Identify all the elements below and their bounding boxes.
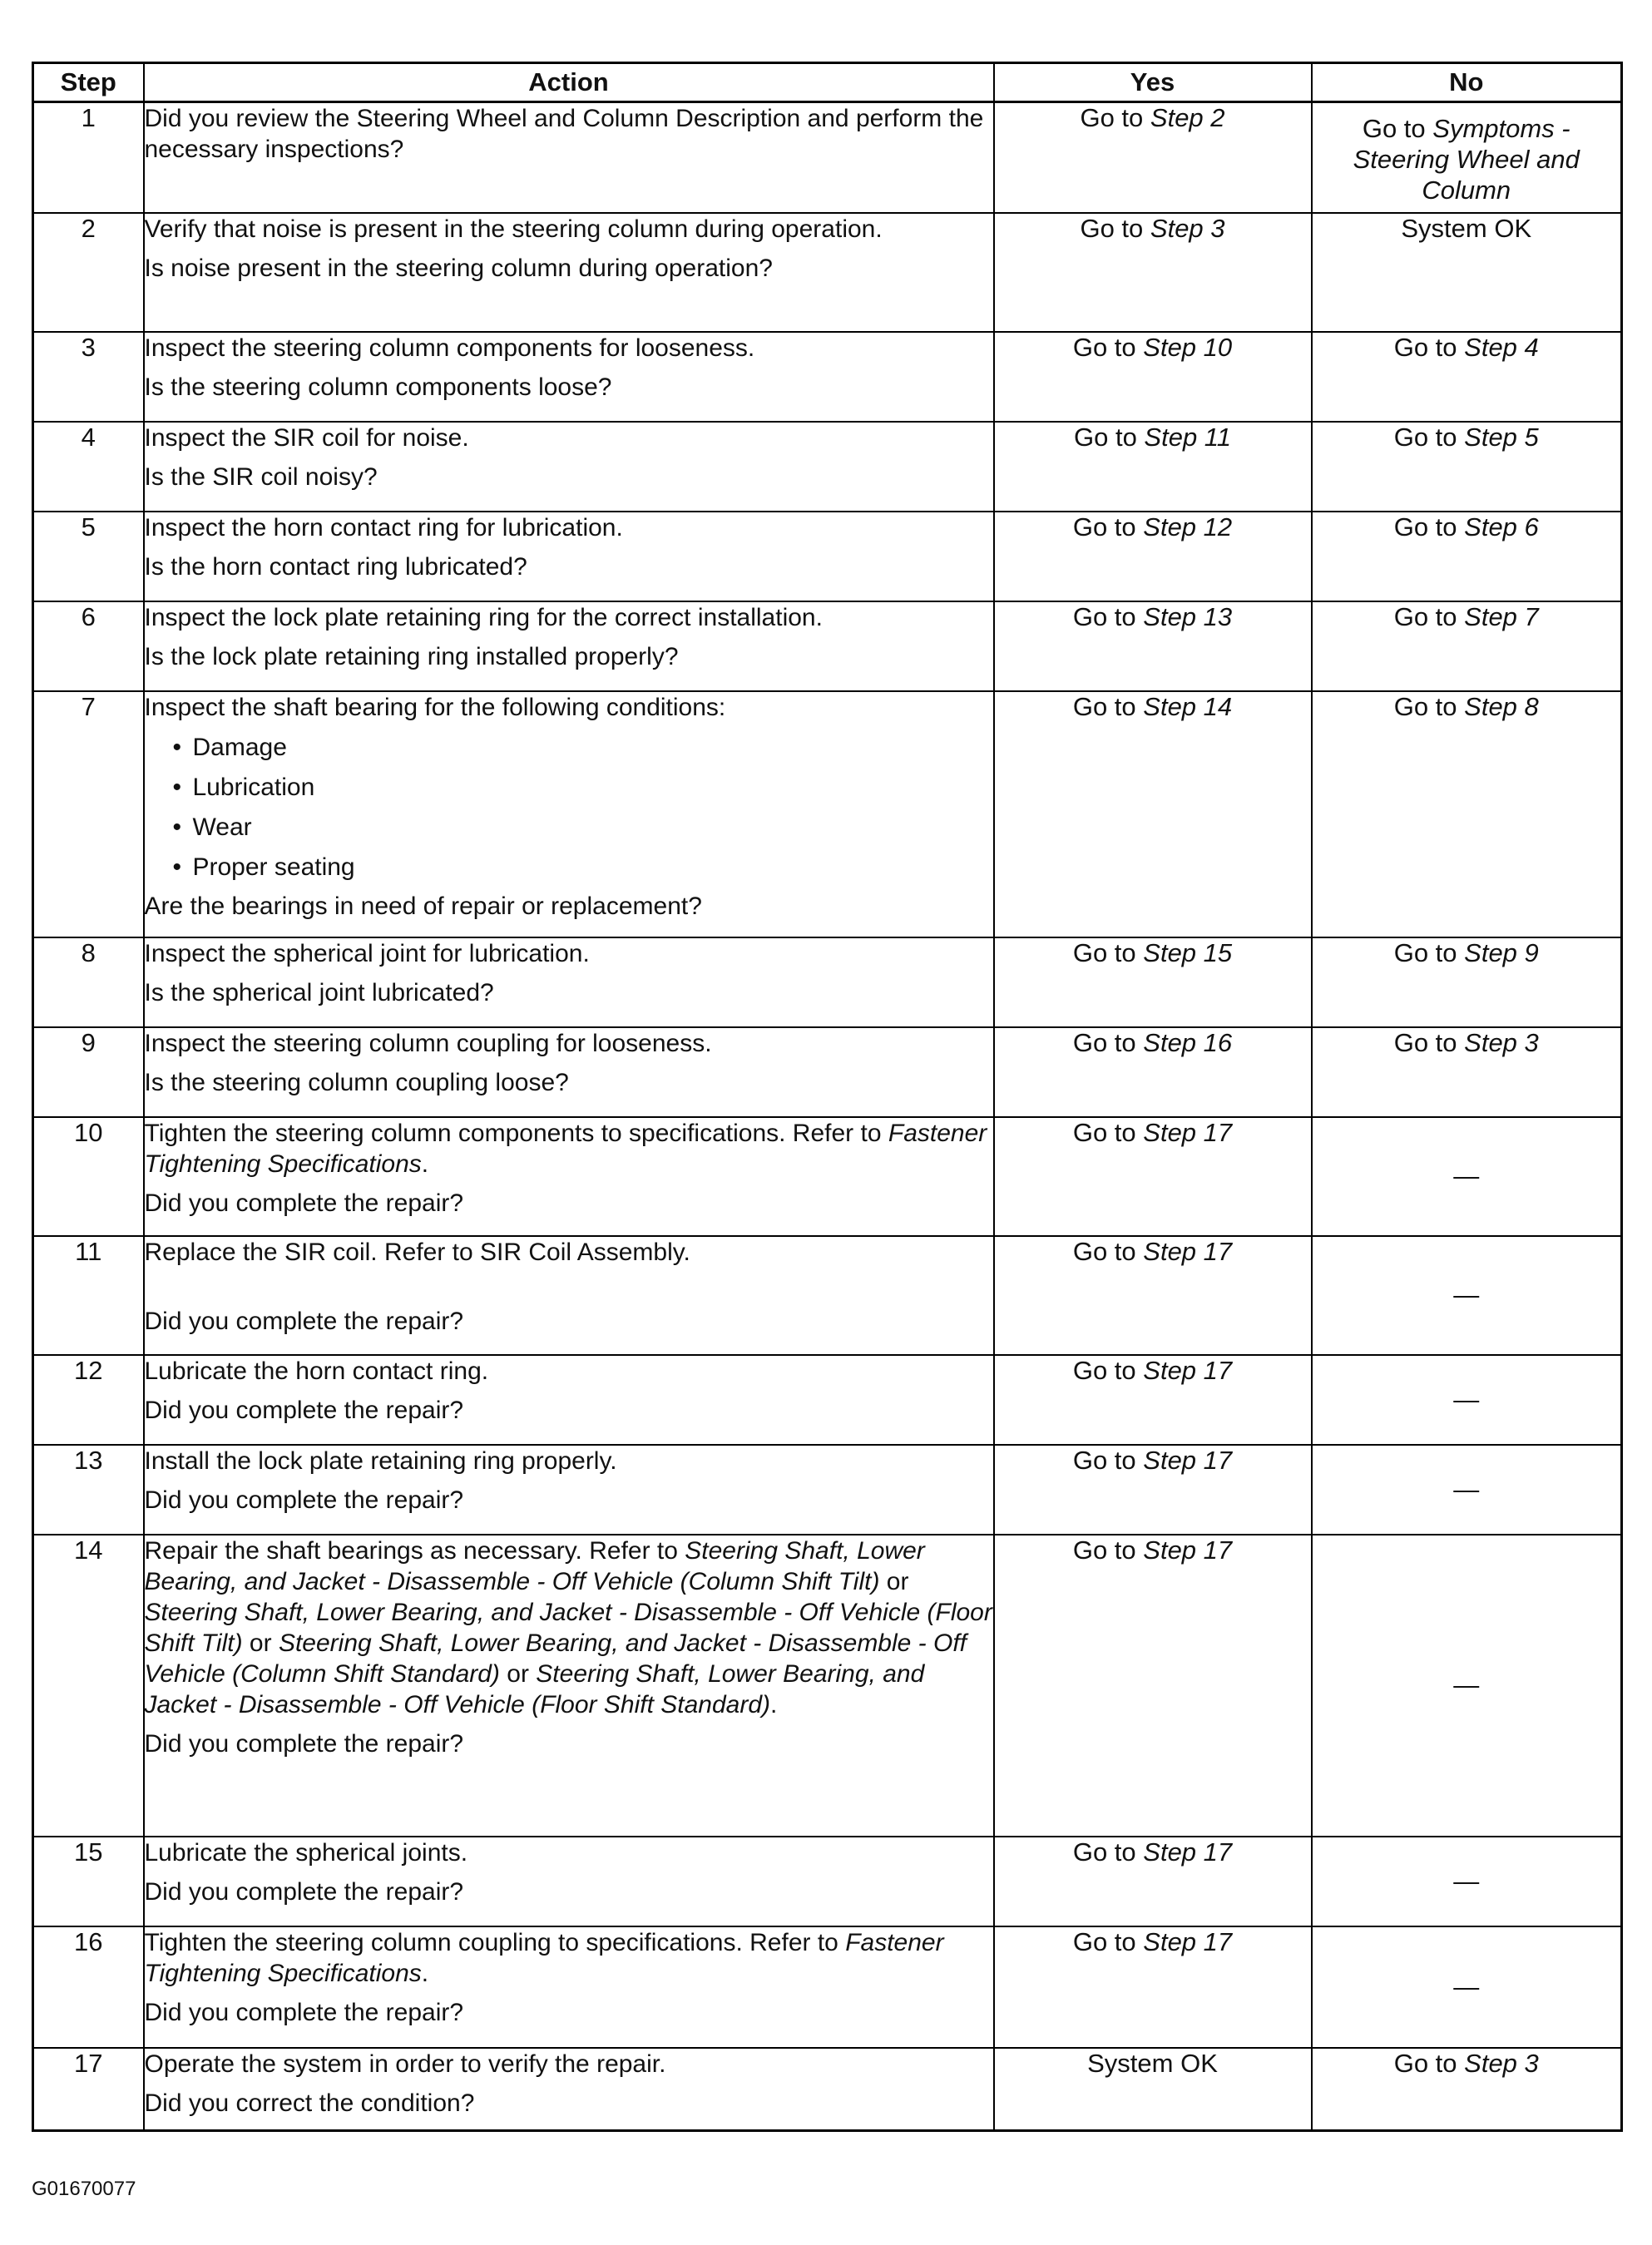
yes-cell — [994, 102, 1312, 213]
yes-prefix: Go to — [1072, 1117, 1144, 1147]
action-question: Is the horn contact ring lubricated? — [144, 552, 527, 581]
bullet-icon: • — [172, 773, 182, 801]
yes-prefix: Go to — [1072, 1445, 1144, 1475]
no-prefix: Go to — [1393, 332, 1465, 362]
no-cell — [1312, 1355, 1622, 1445]
yes-prefix: Go to — [1072, 1535, 1144, 1565]
yes-step-ref: Step 16 — [1143, 1027, 1233, 1057]
yes-cell — [994, 1117, 1312, 1236]
yes-prefix: Go to — [1073, 422, 1145, 452]
table-row — [33, 102, 1622, 213]
no-step-ref: Step 3 — [1464, 2048, 1539, 2078]
procedure-reference: Steering Shaft, Lower Bearing, and Jacket - Disassemble - Off Vehicle (Floor Shift Standard) — [144, 1659, 925, 1718]
no-dash: — — [1453, 1161, 1480, 1190]
yes-prefix: Go to — [1072, 601, 1144, 631]
table-row — [33, 1535, 1622, 1837]
yes-prefix: Go to — [1072, 937, 1144, 967]
table-row — [33, 1837, 1622, 1926]
action-text: Inspect the horn contact ring for lubrication. — [144, 513, 623, 541]
no-dash: — — [1453, 1971, 1480, 2001]
action-question: Is the steering column coupling loose? — [144, 1068, 569, 1096]
yes-cell — [994, 1837, 1312, 1926]
action-text: Operate the system in order to verify the repair. — [144, 2050, 666, 2078]
no-symptoms-ref: Symptoms - Steering Wheel and Column — [1353, 114, 1580, 205]
yes-prefix: Go to — [1072, 512, 1144, 541]
or-text: or — [879, 1567, 909, 1595]
action-cell — [144, 1355, 994, 1445]
step-number: 7 — [33, 691, 144, 937]
action-text: Inspect the steering column components for looseness. — [144, 334, 755, 362]
action-cell — [144, 1535, 994, 1837]
table-row — [33, 422, 1622, 512]
table-row — [33, 1926, 1622, 2048]
step-number: 4 — [33, 422, 144, 512]
action-text: Replace the SIR coil. Refer to SIR Coil Assembly. — [144, 1238, 690, 1266]
yes-cell — [994, 601, 1312, 691]
step-number: 17 — [33, 2048, 144, 2131]
action-tail: . — [770, 1690, 778, 1718]
step-number: 8 — [33, 937, 144, 1027]
yes-step-ref: Step 11 — [1144, 422, 1231, 452]
step-number: 14 — [33, 1535, 144, 1837]
table-row — [33, 1355, 1622, 1445]
table-row — [33, 1117, 1622, 1236]
action-text: Lubricate the horn contact ring. — [144, 1357, 489, 1385]
bullet-icon: • — [172, 813, 182, 841]
yes-step-ref: Step 17 — [1143, 1117, 1233, 1147]
action-tail: . — [421, 1150, 429, 1178]
action-question: Did you correct the condition? — [144, 2089, 475, 2117]
action-text: Inspect the steering column coupling for looseness. — [144, 1029, 712, 1057]
spec-reference: Fastener Tightening Specifications — [144, 1928, 944, 1987]
yes-prefix: Go to — [1072, 1837, 1144, 1867]
no-prefix: Go to — [1393, 691, 1465, 721]
action-cell — [144, 102, 994, 213]
no-cell — [1312, 937, 1622, 1027]
step-number: 15 — [33, 1837, 144, 1926]
yes-cell — [994, 691, 1312, 937]
action-question: Is the spherical joint lubricated? — [144, 978, 494, 1006]
diagnostic-table-container — [32, 62, 1620, 2132]
table-row — [33, 691, 1622, 937]
yes-prefix: Go to — [1072, 691, 1144, 721]
step-number: 2 — [33, 213, 144, 332]
action-question: Did you complete the repair? — [144, 1998, 464, 2026]
header-no: No — [1312, 63, 1622, 102]
or-text: or — [499, 1659, 537, 1688]
yes-prefix: Go to — [1072, 1027, 1144, 1057]
no-result: System OK — [1401, 213, 1532, 243]
yes-cell — [994, 1926, 1312, 2048]
yes-prefix: Go to — [1072, 1355, 1144, 1385]
spec-reference: Fastener Tightening Specifications — [144, 1119, 987, 1178]
no-cell — [1312, 1236, 1622, 1355]
no-prefix: Go to — [1362, 114, 1433, 143]
action-plain-text: Tighten the steering column components to specifications. Refer to — [144, 1119, 888, 1147]
no-cell — [1312, 1027, 1622, 1117]
action-question: Did you complete the repair? — [144, 1877, 464, 1906]
no-cell — [1312, 2048, 1622, 2131]
yes-prefix: Go to — [1080, 103, 1150, 132]
no-cell — [1312, 601, 1622, 691]
step-number: 3 — [33, 332, 144, 422]
no-step-ref: Step 6 — [1464, 512, 1539, 541]
no-cell — [1312, 1926, 1622, 2048]
procedure-reference: Steering Shaft, Lower Bearing, and Jacket - Disassemble - Off Vehicle (Column Shift Standard) — [144, 1629, 967, 1688]
action-plain-text: Repair the shaft bearings as necessary. Refer to — [144, 1536, 685, 1565]
no-cell — [1312, 1837, 1622, 1926]
action-cell — [144, 1445, 994, 1535]
no-dash: — — [1453, 1280, 1480, 1309]
condition-list — [145, 728, 993, 888]
yes-step-ref: Step 17 — [1143, 1837, 1233, 1867]
action-cell — [144, 512, 994, 601]
no-cell — [1312, 332, 1622, 422]
yes-cell — [994, 1355, 1312, 1445]
step-number: 11 — [33, 1236, 144, 1355]
yes-cell — [994, 1535, 1312, 1837]
step-number: 9 — [33, 1027, 144, 1117]
yes-result: System OK — [1087, 2048, 1218, 2078]
yes-cell — [994, 512, 1312, 601]
table-row — [33, 332, 1622, 422]
action-text: Did you review the Steering Wheel and Column Description and perform the necessary inspections? — [144, 105, 984, 163]
list-item — [145, 808, 993, 848]
no-cell — [1312, 691, 1622, 937]
action-text: Inspect the lock plate retaining ring for the correct installation. — [144, 603, 823, 631]
no-dash: — — [1453, 1474, 1480, 1504]
yes-cell — [994, 332, 1312, 422]
yes-prefix: Go to — [1072, 1236, 1144, 1266]
action-question: Are the bearings in need of repair or replacement? — [144, 892, 702, 920]
action-question: Did you complete the repair? — [144, 1486, 464, 1514]
procedure-reference: Steering Shaft, Lower Bearing, and Jacket - Disassemble - Off Vehicle (Floor Shift Tilt) — [144, 1598, 992, 1657]
action-text: Lubricate the spherical joints. — [144, 1838, 468, 1867]
no-prefix: Go to — [1393, 2048, 1465, 2078]
yes-step-ref: Step 17 — [1143, 1355, 1233, 1385]
table-row — [33, 213, 1622, 332]
action-question: Did you complete the repair? — [144, 1307, 464, 1335]
action-question: Is the lock plate retaining ring installed properly? — [144, 642, 679, 670]
action-cell — [144, 2048, 994, 2131]
action-text: Verify that noise is present in the steering column during operation. — [144, 215, 883, 243]
no-dash: — — [1453, 1670, 1480, 1699]
action-question: Is the SIR coil noisy? — [144, 462, 378, 491]
list-item — [145, 728, 993, 768]
yes-cell — [994, 1027, 1312, 1117]
action-question: Did you complete the repair? — [144, 1729, 464, 1758]
table-row — [33, 1445, 1622, 1535]
action-cell — [144, 1236, 994, 1355]
header-step: Step — [33, 63, 144, 102]
header-yes: Yes — [994, 63, 1312, 102]
table-row — [33, 1236, 1622, 1355]
action-cell — [144, 937, 994, 1027]
action-text: Inspect the spherical joint for lubrication. — [144, 939, 590, 967]
no-cell — [1312, 213, 1622, 332]
step-number: 16 — [33, 1926, 144, 2048]
yes-step-ref: Step 13 — [1143, 601, 1233, 631]
no-cell — [1312, 512, 1622, 601]
yes-step-ref: Step 3 — [1150, 213, 1225, 243]
yes-step-ref: Step 12 — [1143, 512, 1233, 541]
table-row — [33, 1027, 1622, 1117]
table-row — [33, 2048, 1622, 2131]
diagnostic-table — [32, 62, 1623, 2132]
yes-step-ref: Step 14 — [1143, 691, 1233, 721]
yes-cell — [994, 213, 1312, 332]
yes-cell — [994, 422, 1312, 512]
header-action: Action — [144, 63, 994, 102]
no-prefix: Go to — [1393, 422, 1465, 452]
table-row — [33, 512, 1622, 601]
list-item — [145, 768, 993, 808]
action-cell — [144, 1117, 994, 1236]
step-number: 5 — [33, 512, 144, 601]
no-step-ref: Step 8 — [1464, 691, 1539, 721]
no-prefix: Go to — [1393, 1027, 1465, 1057]
no-step-ref: Step 9 — [1464, 937, 1539, 967]
yes-prefix: Go to — [1072, 1926, 1144, 1956]
yes-cell — [994, 2048, 1312, 2131]
step-number: 12 — [33, 1355, 144, 1445]
action-question: Did you complete the repair? — [144, 1189, 464, 1217]
step-number: 10 — [33, 1117, 144, 1236]
bullet-icon: • — [172, 853, 182, 881]
no-dash: — — [1453, 1384, 1480, 1414]
bullet-icon: • — [172, 733, 182, 761]
yes-cell — [994, 1236, 1312, 1355]
no-step-ref: Step 7 — [1464, 601, 1539, 631]
yes-cell — [994, 937, 1312, 1027]
action-text: Inspect the shaft bearing for the following conditions: — [144, 693, 726, 721]
no-prefix: Go to — [1393, 601, 1465, 631]
step-number: 13 — [33, 1445, 144, 1535]
condition-text: Wear — [192, 813, 252, 841]
action-question: Did you complete the repair? — [144, 1396, 464, 1424]
action-text — [145, 1927, 993, 1989]
no-cell — [1312, 1535, 1622, 1837]
action-plain-text: Tighten the steering column coupling to specifications. Refer to — [144, 1928, 846, 1956]
condition-text: Proper seating — [192, 853, 355, 881]
list-item — [145, 848, 993, 888]
action-text — [145, 1118, 993, 1179]
no-cell — [1312, 422, 1622, 512]
step-number: 1 — [33, 102, 144, 213]
yes-step-ref: Step 2 — [1150, 103, 1225, 132]
action-tail: . — [421, 1959, 429, 1987]
action-cell — [144, 601, 994, 691]
no-cell — [1312, 1445, 1622, 1535]
yes-step-ref: Step 17 — [1143, 1236, 1233, 1266]
no-step-ref: Step 3 — [1464, 1027, 1539, 1057]
condition-text: Lubrication — [192, 773, 315, 801]
or-text: or — [242, 1629, 279, 1657]
step-number: 6 — [33, 601, 144, 691]
no-dash: — — [1453, 1866, 1480, 1896]
action-text: Inspect the SIR coil for noise. — [144, 423, 469, 452]
action-cell — [144, 1926, 994, 2048]
no-cell — [1312, 1117, 1622, 1236]
yes-step-ref: Step 17 — [1143, 1535, 1233, 1565]
action-cell — [144, 332, 994, 422]
action-question: Is the steering column components loose? — [144, 373, 612, 401]
procedure-reference: Steering Shaft, Lower Bearing, and Jacket - Disassemble - Off Vehicle (Column Shift Tilt) — [144, 1536, 925, 1595]
action-cell — [144, 1027, 994, 1117]
action-text — [145, 1535, 993, 1720]
yes-step-ref: Step 17 — [1143, 1926, 1233, 1956]
table-row — [33, 601, 1622, 691]
action-question: Is noise present in the steering column during operation? — [144, 254, 773, 282]
no-cell — [1312, 102, 1622, 213]
action-cell — [144, 213, 994, 332]
yes-prefix: Go to — [1080, 213, 1150, 243]
yes-step-ref: Step 15 — [1143, 937, 1233, 967]
table-row — [33, 937, 1622, 1027]
yes-prefix: Go to — [1072, 332, 1144, 362]
no-prefix: Go to — [1393, 512, 1465, 541]
yes-step-ref: Step 10 — [1143, 332, 1233, 362]
action-cell — [144, 1837, 994, 1926]
condition-text: Damage — [192, 733, 287, 761]
header-row — [33, 63, 1622, 102]
figure-id: G01670077 — [32, 2178, 136, 2200]
no-prefix: Go to — [1393, 937, 1465, 967]
action-cell — [144, 422, 994, 512]
action-cell — [144, 691, 994, 937]
no-step-ref: Step 5 — [1464, 422, 1539, 452]
yes-cell — [994, 1445, 1312, 1535]
no-step-ref: Step 4 — [1464, 332, 1539, 362]
yes-step-ref: Step 17 — [1143, 1445, 1233, 1475]
action-text: Install the lock plate retaining ring properly. — [144, 1446, 617, 1475]
